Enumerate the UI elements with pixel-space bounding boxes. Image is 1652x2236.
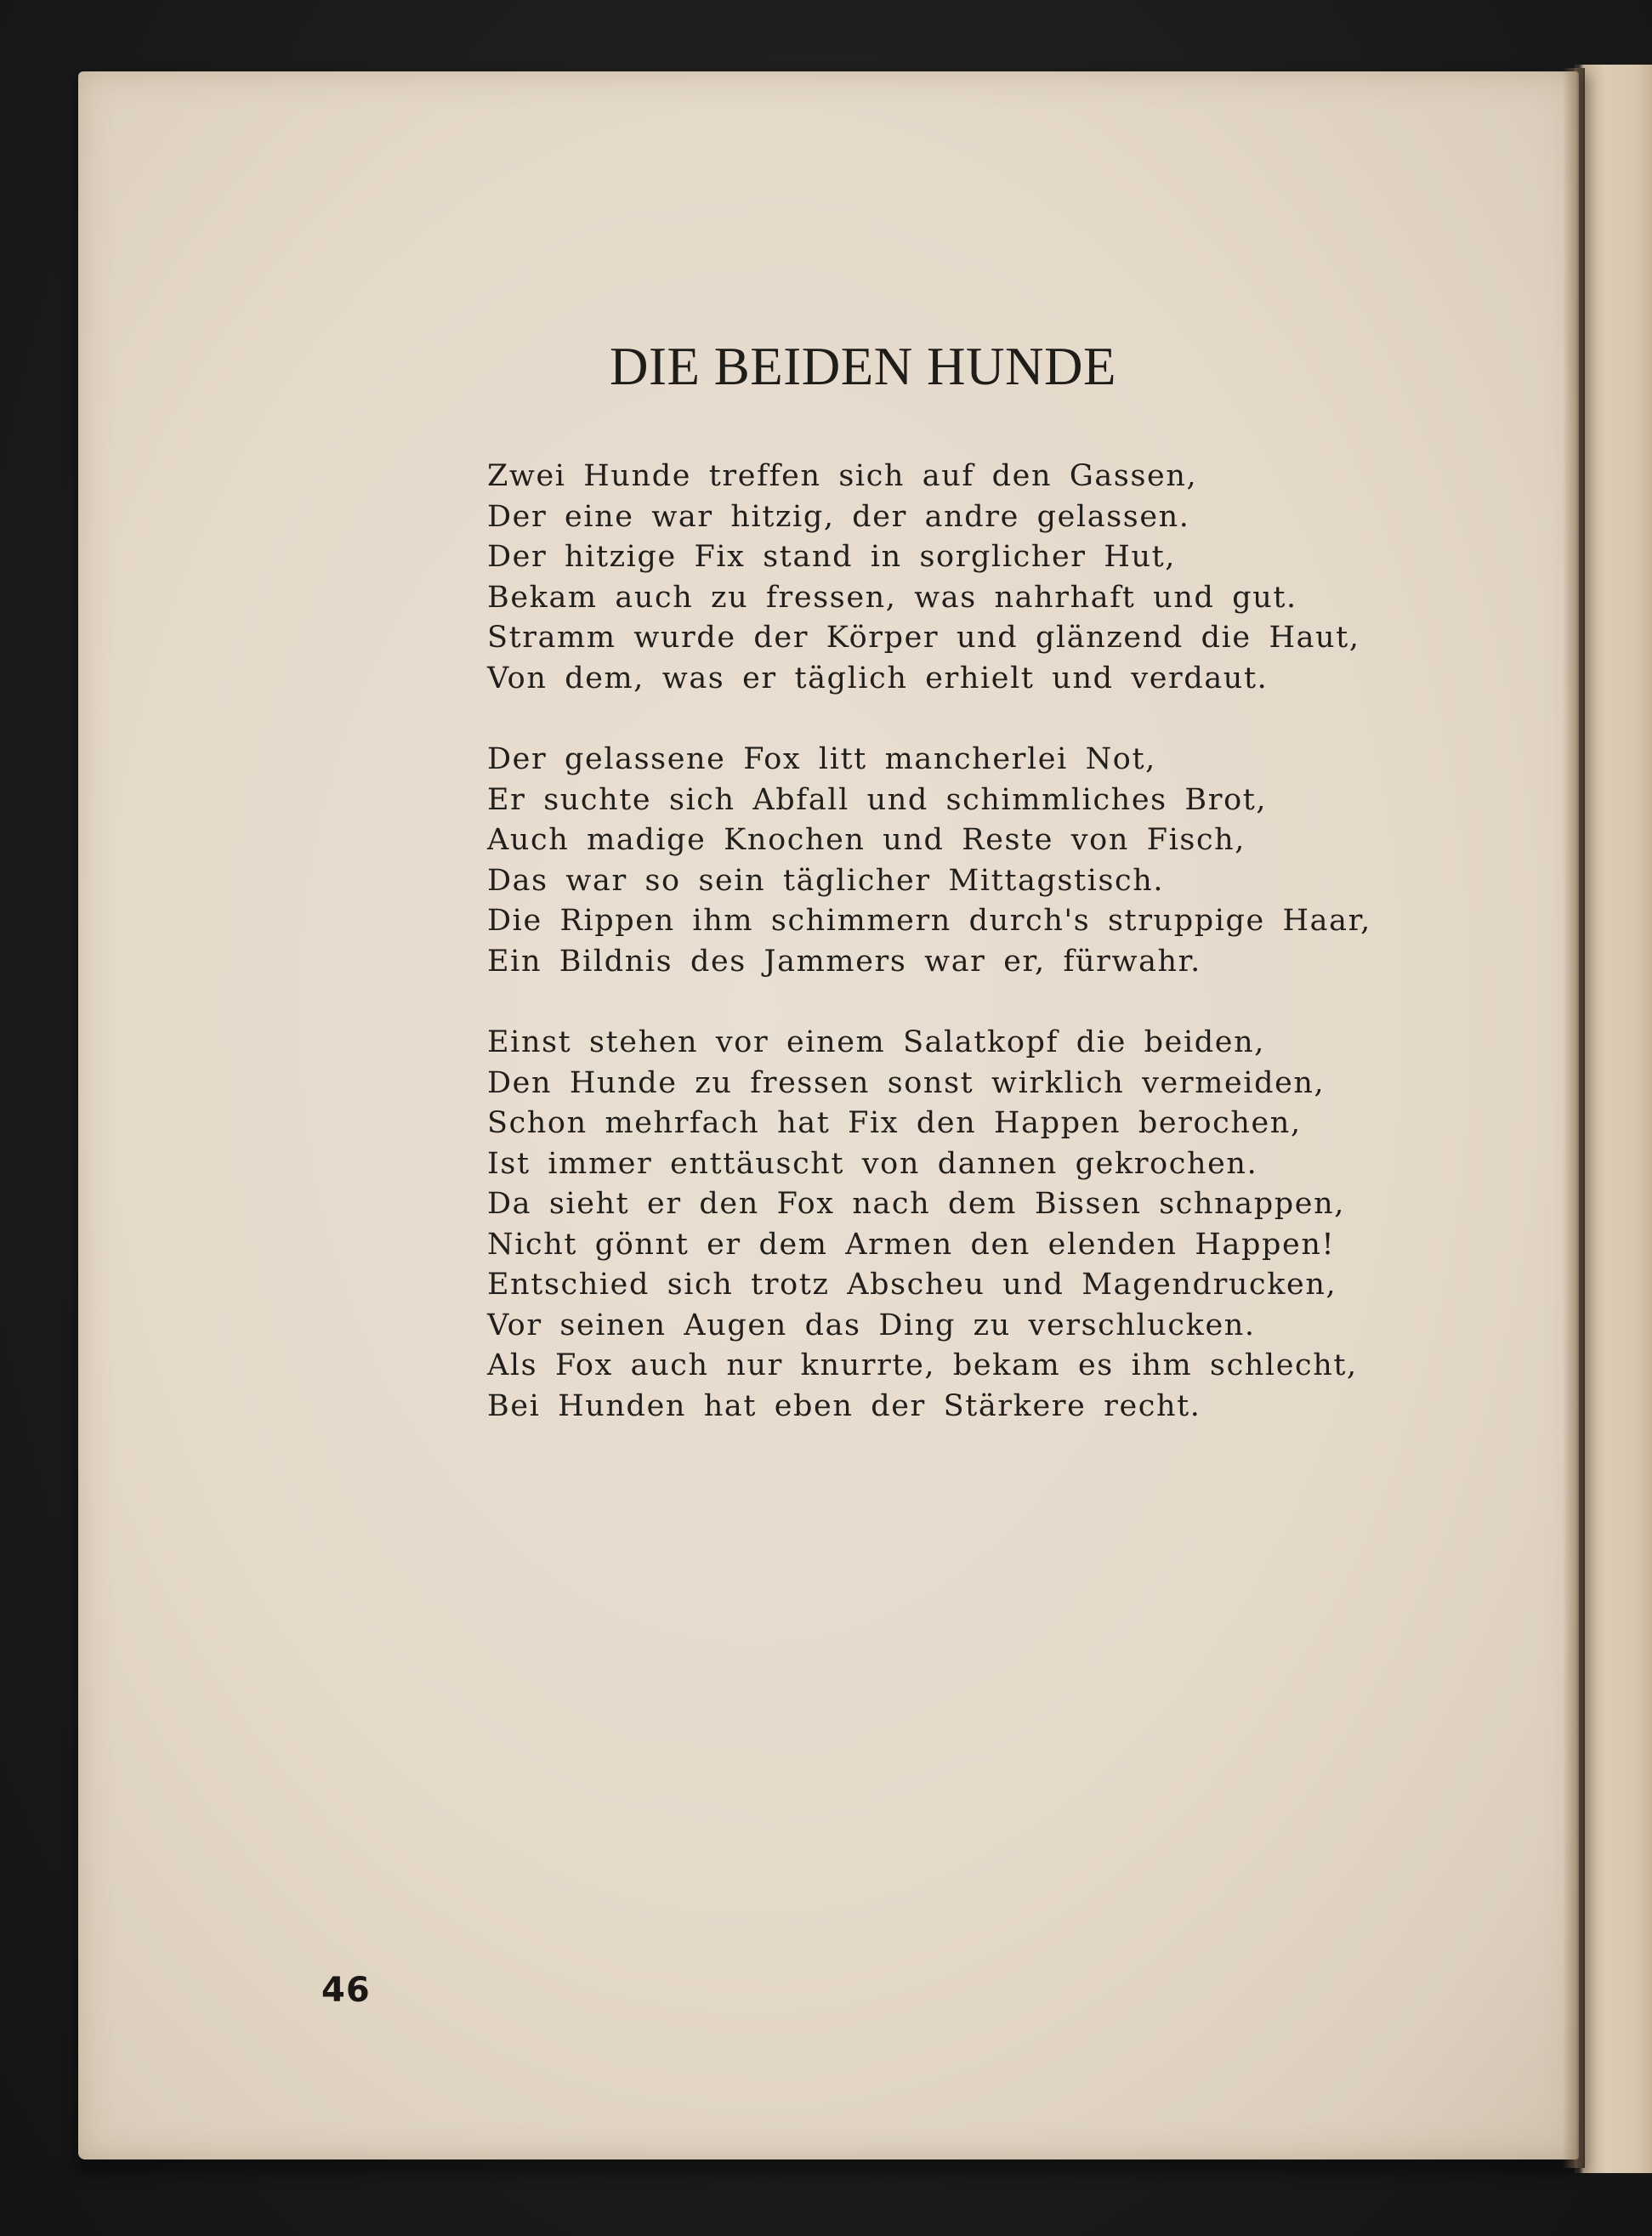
poem-line: Auch madige Knochen und Reste von Fisch,	[487, 823, 1246, 857]
poem-line: Das war so sein täglicher Mittagstisch.	[487, 863, 1165, 898]
poem-line: Er suchte sich Abfall und schimmliches Brot,	[487, 782, 1268, 817]
poem-line: Da sieht er den Fox nach dem Bissen schnappen,	[487, 1187, 1345, 1221]
poem-line: Stramm wurde der Körper und glänzend die Haut,	[487, 621, 1360, 655]
poem-line: Von dem, was er täglich erhielt und verdaut.	[487, 661, 1269, 695]
stanza-3	[487, 1023, 1380, 1427]
page-number: 46	[321, 1971, 371, 2010]
poem-line: Bekam auch zu fressen, was nahrhaft und gut.	[487, 580, 1297, 615]
poem-line: Ein Bildnis des Jammers war er, fürwahr.	[487, 944, 1201, 979]
poem-line: Entschied sich trotz Abscheu und Magendrucken,	[487, 1268, 1337, 1302]
poem-title: DIE BEIDEN HUNDE	[610, 337, 1116, 396]
poem-line: Der hitzige Fix stand in sorglicher Hut,	[487, 540, 1177, 574]
poem-line: Einst stehen vor einem Salatkopf die beiden,	[487, 1025, 1265, 1059]
poem-line: Die Rippen ihm schimmern durch's struppige Haar,	[487, 904, 1371, 938]
poem-line: Vor seinen Augen das Ding zu verschlucken.	[487, 1308, 1256, 1342]
stanza-1	[487, 457, 1380, 699]
poem-line: Der gelassene Fox litt mancherlei Not,	[487, 742, 1156, 776]
poem-line: Zwei Hunde treffen sich auf den Gassen,	[487, 459, 1198, 493]
poem-line: Schon mehrfach hat Fix den Happen berochen,	[487, 1106, 1302, 1140]
poem-line: Der eine war hitzig, der andre gelassen.	[487, 499, 1190, 534]
poem-line: Nicht gönnt er dem Armen den elenden Happen!	[487, 1227, 1336, 1262]
poem-line: Ist immer enttäuscht von dannen gekrochen.	[487, 1146, 1258, 1181]
poem-body	[487, 457, 1380, 1467]
stanza-2	[487, 740, 1380, 982]
poem-line: Als Fox auch nur knurrte, bekam es ihm schlecht,	[487, 1348, 1358, 1382]
poem-line: Den Hunde zu fressen sonst wirklich vermeiden,	[487, 1065, 1326, 1100]
poem-line: Bei Hunden hat eben der Stärkere recht.	[487, 1388, 1201, 1423]
